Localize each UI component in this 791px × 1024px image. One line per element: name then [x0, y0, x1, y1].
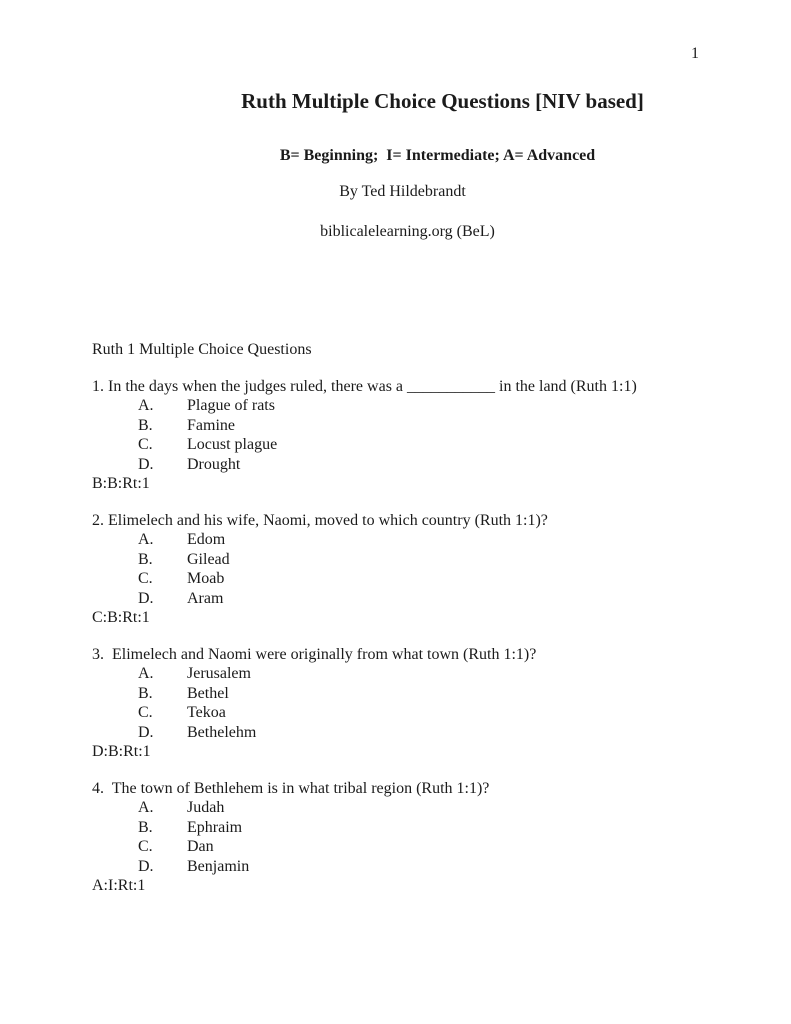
option-letter: D.	[138, 589, 154, 607]
option-row	[138, 416, 736, 436]
option-row	[138, 857, 736, 877]
question-prompt: 1. In the days when the judges ruled, there was a ___________ in the land (Ruth 1:1)	[92, 377, 637, 395]
option-letter: A.	[138, 397, 154, 414]
option-letter: D.	[138, 455, 154, 473]
option-text: Benjamin	[187, 857, 250, 875]
option-row	[138, 435, 736, 455]
option-letter: C.	[138, 436, 153, 453]
option-letter: C.	[138, 570, 153, 587]
question-block-1	[92, 377, 736, 494]
option-row	[138, 396, 736, 416]
difficulty-legend: B= Beginning; I= Intermediate; A= Advanced	[279, 147, 596, 164]
option-text: Ephraim	[187, 818, 243, 836]
option-text: Dan	[187, 838, 214, 855]
option-row	[138, 798, 736, 818]
option-text: Tekoa	[187, 704, 226, 721]
document-title: Ruth Multiple Choice Questions [NIV based]	[241, 89, 644, 113]
option-letter: B.	[138, 416, 153, 434]
question-block-3	[92, 645, 736, 762]
page-number: 1	[691, 45, 699, 62]
option-row	[138, 569, 736, 589]
option-letter: C.	[138, 704, 153, 721]
option-letter: B.	[138, 550, 153, 568]
question-block-2	[92, 511, 736, 628]
answer-code: A:I:Rt:1	[92, 877, 146, 894]
option-letter: A.	[138, 665, 154, 682]
option-text: Edom	[187, 531, 226, 548]
option-text: Locust plague	[187, 436, 278, 453]
answer-code: D:B:Rt:1	[92, 743, 151, 760]
option-text: Judah	[187, 799, 225, 816]
option-letter: D.	[138, 723, 154, 741]
question-prompt: 3. Elimelech and Naomi were originally from what town (Ruth 1:1)?	[92, 645, 537, 663]
answer-code: C:B:Rt:1	[92, 609, 150, 626]
option-row	[138, 723, 736, 743]
option-text: Famine	[187, 416, 235, 434]
option-row	[138, 664, 736, 684]
option-text: Plague of rats	[187, 397, 275, 414]
option-letter: D.	[138, 857, 154, 875]
option-text: Moab	[187, 570, 225, 587]
answer-code: B:B:Rt:1	[92, 475, 150, 492]
option-text: Bethelehm	[187, 723, 257, 741]
option-letter: B.	[138, 818, 153, 836]
author-byline: By Ted Hildebrandt	[339, 183, 466, 200]
option-row	[138, 818, 736, 838]
document-body	[92, 340, 736, 896]
option-row	[138, 837, 736, 857]
section-heading: Ruth 1 Multiple Choice Questions	[92, 341, 312, 358]
option-text: Jerusalem	[187, 665, 251, 682]
option-text: Aram	[187, 589, 224, 607]
question-block-4	[92, 779, 736, 896]
option-letter: B.	[138, 684, 153, 702]
option-row	[138, 455, 736, 475]
question-prompt: 4. The town of Bethlehem is in what tribal region (Ruth 1:1)?	[92, 779, 490, 797]
option-row	[138, 684, 736, 704]
option-letter: A.	[138, 531, 154, 548]
website-line: biblicalelearning.org (BeL)	[320, 223, 495, 240]
option-letter: A.	[138, 799, 154, 816]
option-text: Drought	[187, 455, 241, 473]
option-row	[138, 530, 736, 550]
option-text: Gilead	[187, 550, 230, 568]
option-row	[138, 589, 736, 609]
option-row	[138, 550, 736, 570]
question-prompt: 2. Elimelech and his wife, Naomi, moved to which country (Ruth 1:1)?	[92, 511, 548, 529]
option-text: Bethel	[187, 684, 229, 702]
option-letter: C.	[138, 838, 153, 855]
option-row	[138, 703, 736, 723]
